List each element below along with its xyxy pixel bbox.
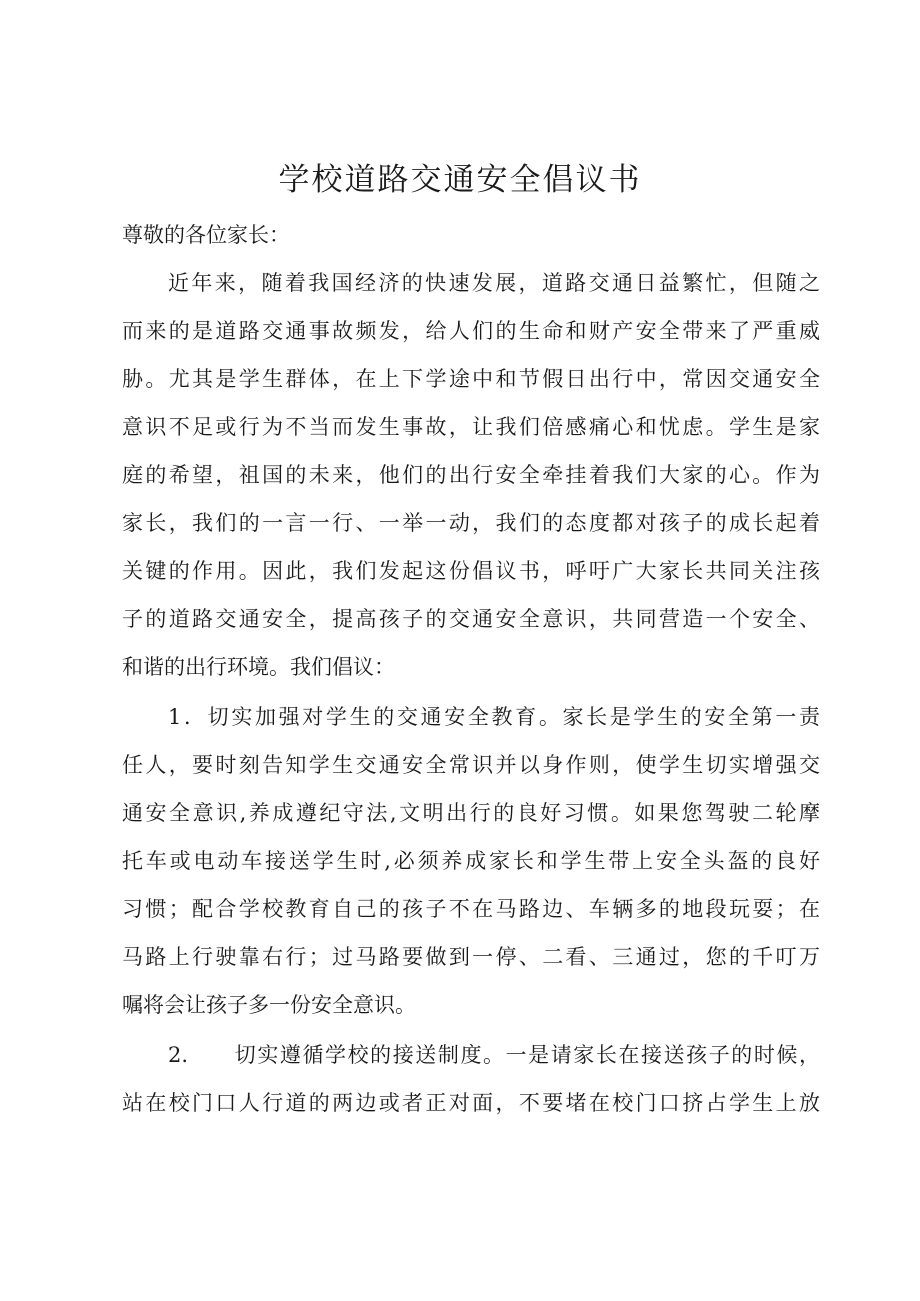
document-title: 学校道路交通安全倡议书 — [278, 162, 642, 198]
paragraph-line: 庭的希望，祖国的未来，他们的出行安全牵挂着我们大家的心。作为 — [122, 463, 820, 487]
list-item-line: 2. 切实遵循学校的接送制度。一是请家长在接送孩子的时候， — [168, 1043, 820, 1067]
list-item-line: 1．切实加强对学生的交通安全教育。家长是学生的安全第一责 — [168, 705, 820, 729]
paragraph-line: 意识不足或行为不当而发生事故，让我们倍感痛心和忧虑。学生是家 — [122, 415, 820, 439]
paragraph-line: 和谐的出行环境。我们倡议： — [122, 655, 395, 679]
salutation: 尊敬的各位家长： — [122, 223, 290, 247]
paragraph-line: 关键的作用。因此，我们发起这份倡议书，呼吁广大家长共同关注孩 — [122, 559, 820, 583]
list-item-line: 通安全意识,养成遵纪守法,文明出行的良好习惯。如果您驾驶二轮摩 — [122, 801, 820, 825]
list-item-line: 站在校门口人行道的两边或者正对面，不要堵在校门口挤占学生上放 — [122, 1091, 820, 1115]
paragraph-line: 胁。尤其是学生群体，在上下学途中和节假日出行中，常因交通安全 — [122, 367, 820, 391]
list-item-line: 马路上行驶靠右行；过马路要做到一停、二看、三通过，您的千叮万 — [122, 945, 820, 969]
paragraph-line: 而来的是道路交通事故频发，给人们的生命和财产安全带来了严重威 — [122, 319, 820, 343]
paragraph-line: 近年来，随着我国经济的快速发展，道路交通日益繁忙，但随之 — [168, 271, 820, 295]
paragraph-line: 子的道路交通安全，提高孩子的交通安全意识，共同营造一个安全、 — [122, 607, 820, 631]
list-item-line: 任人，要时刻告知学生交通安全常识并以身作则，使学生切实增强交 — [122, 753, 820, 777]
list-item-line: 嘱将会让孩子多一份安全意识。 — [122, 993, 416, 1017]
list-item-line: 托车或电动车接送学生时,必须养成家长和学生带上安全头盔的良好 — [122, 849, 820, 873]
list-item-line: 习惯；配合学校教育自己的孩子不在马路边、车辆多的地段玩耍；在 — [122, 897, 820, 921]
paragraph-line: 家长，我们的一言一行、一举一动，我们的态度都对孩子的成长起着 — [122, 511, 820, 535]
